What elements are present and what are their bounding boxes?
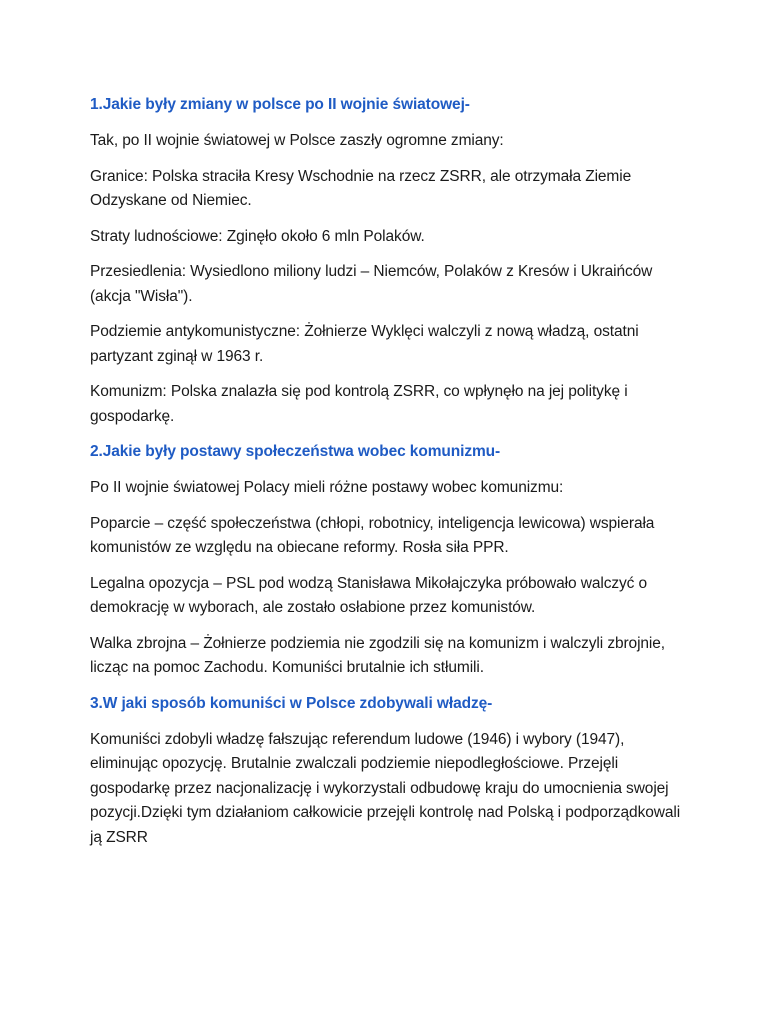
document-page: [90, 93, 690, 861]
section-1-communism: Komunizm: Polska znalazła się pod kontrolą ZSRR, co wpłynęło na jej politykę i gospodarkę.: [90, 383, 628, 425]
section-3-body: Komuniści zdobyli władzę fałszując referendum ludowe (1946) i wybory (1947), eliminując opozycję. Brutalnie zwalczali podziemie niepodległościowe. Przejęli gospodarkę przez nacjonalizację i wykorzystali odbudowę kraju do umocnienia swojej pozycji.Dzięki tym działaniom całkowicie przejęli kontrolę nad Polską i podporządkowali ją ZSRR: [90, 730, 681, 846]
section-2-support: Poparcie – część społeczeństwa (chłopi, robotnicy, inteligencja lewicowa) wspierała komunistów ze względu na obiecane reformy. Rosła siła PPR.: [90, 514, 655, 556]
section-1-resettlement: Przesiedlenia: Wysiedlono miliony ludzi – Niemców, Polaków z Kresów i Ukraińców (akcja "Wisła").: [90, 263, 653, 305]
section-3-heading: 3.W jaki sposób komuniści w Polsce zdobywali władzę-: [90, 694, 493, 712]
section-1-borders: Granice: Polska straciła Kresy Wschodnie na rzecz ZSRR, ale otrzymała Ziemie Odzyskane od Niemiec.: [90, 167, 632, 209]
section-2-heading: 2.Jakie były postawy społeczeństwa wobec komunizmu-: [90, 443, 501, 460]
section-1-intro: Tak, po II wojnie światowej w Polsce zaszły ogromne zmiany:: [90, 132, 504, 149]
section-1-losses: Straty ludnościowe: Zginęło około 6 mln Polaków.: [90, 227, 425, 245]
section-2-armed-struggle: Walka zbrojna – Żołnierze podziemia nie zgodzili się na komunizm i walczyli zbrojnie, licząc na pomoc Zachodu. Komuniści brutalnie ich stłumili.: [90, 634, 666, 676]
section-2-legal-opposition: Legalna opozycja – PSL pod wodzą Stanisława Mikołajczyka próbowało walczyć o demokrację w wyborach, ale zostało osłabione przez komunistów.: [90, 574, 648, 616]
section-1-heading: 1.Jakie były zmiany w polsce po II wojnie światowej-: [90, 96, 470, 113]
section-1-underground: Podziemie antykomunistyczne: Żołnierze Wyklęci walczyli z nową władzą, ostatni partyzant zginął w 1963 r.: [90, 323, 639, 365]
section-2-intro: Po II wojnie światowej Polacy mieli różne postawy wobec komunizmu:: [90, 479, 564, 496]
